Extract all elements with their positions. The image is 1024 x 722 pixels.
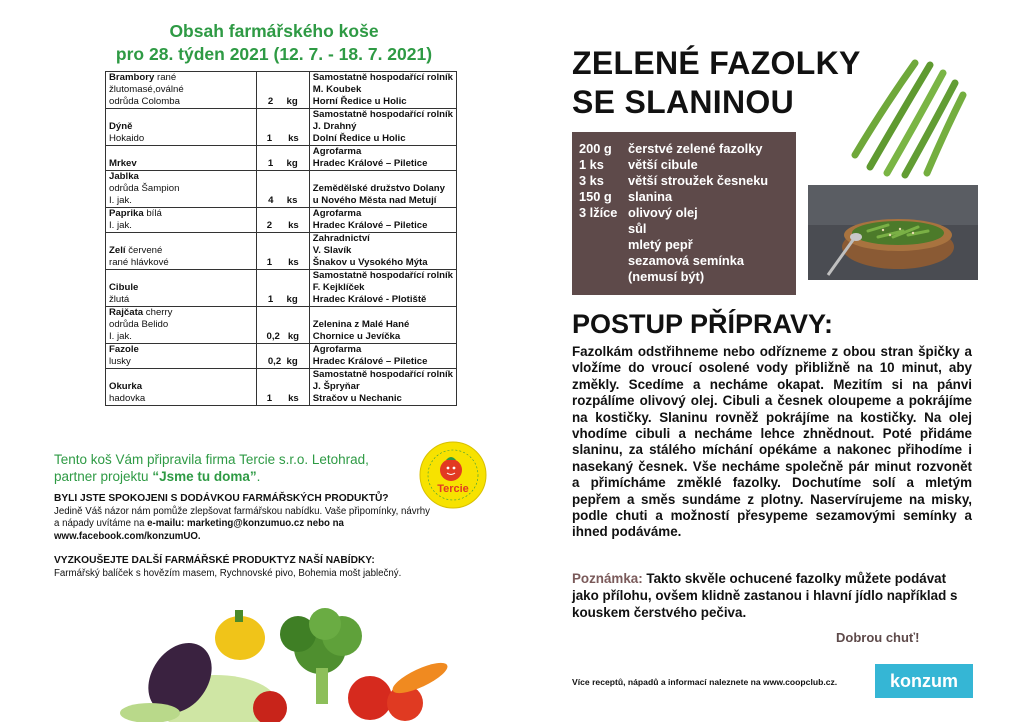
ingredient-row bbox=[572, 253, 796, 269]
producer-line: Horní Ředice u Holic bbox=[312, 96, 407, 107]
product-detail: I. jak. bbox=[109, 195, 132, 206]
product-cell bbox=[106, 72, 257, 109]
table-row bbox=[106, 233, 457, 270]
product-detail: I. jak. bbox=[109, 220, 132, 231]
product-cell bbox=[106, 109, 257, 146]
producer-cell bbox=[309, 109, 456, 146]
producer-line: Zemědělské družstvo Dolany bbox=[312, 183, 446, 194]
producer-cell bbox=[309, 233, 456, 270]
producer-line: Zelenina z Malé Hané bbox=[312, 319, 410, 330]
ingredient-quantity bbox=[572, 269, 628, 285]
ingredient-name: čerstvé zelené fazolky bbox=[628, 141, 763, 156]
product-cell bbox=[106, 146, 257, 171]
product-variety: rané bbox=[154, 72, 177, 83]
ingredient-name: (nemusí být) bbox=[628, 269, 705, 284]
note-text: Takto skvěle ochucené fazolky můžete podávat jako přílohu, ovšem klidně zastanou i hlavní jídlo například s kouskem čerstvého pečiva. bbox=[572, 571, 958, 620]
more-products-block bbox=[54, 555, 454, 580]
quantity-cell: 1 ks bbox=[256, 369, 309, 406]
producer-line: Chornice u Jevíčka bbox=[312, 331, 401, 342]
product-cell bbox=[106, 208, 257, 233]
quantity-cell: 1 kg bbox=[256, 146, 309, 171]
producer-cell bbox=[309, 171, 456, 208]
product-cell bbox=[106, 233, 257, 270]
producer-line: J. Drahný bbox=[312, 121, 357, 132]
ingredient-name: větší stroužek česneku bbox=[628, 173, 769, 188]
ingredient-quantity: 150 g bbox=[579, 189, 612, 204]
sponsor-text bbox=[54, 451, 419, 485]
ingredient-name: sůl bbox=[628, 221, 647, 236]
ingredient-quantity: 3 ks bbox=[579, 173, 604, 188]
basket-title-line-1: Obsah farmářského koše bbox=[169, 21, 379, 41]
producer-cell bbox=[309, 208, 456, 233]
more-products-text: Farmářský balíček s hovězím masem, Rychnovské pivo, Bohemia mošt jablečný. bbox=[54, 567, 402, 579]
product-cell bbox=[106, 307, 257, 344]
quantity-cell: 1 kg bbox=[256, 270, 309, 307]
dish-photo bbox=[808, 185, 978, 280]
basket-contents-table bbox=[105, 71, 457, 406]
product-cell bbox=[106, 270, 257, 307]
product-detail: I. jak. bbox=[109, 331, 132, 342]
product-name: Zelí bbox=[109, 245, 126, 256]
ingredient-quantity: 3 lžíce bbox=[579, 205, 618, 220]
producer-line: Hradec Králové – Piletice bbox=[312, 356, 428, 367]
table-row bbox=[106, 369, 457, 406]
producer-line: Hradec Králové - Plotiště bbox=[312, 294, 427, 305]
ingredient-row bbox=[572, 141, 796, 157]
ingredients-box bbox=[572, 132, 796, 295]
sponsor-line-2: partner projektu “Jsme tu doma”. bbox=[54, 469, 261, 484]
producer-line: Hradec Králové – Piletice bbox=[312, 220, 428, 231]
ingredient-row bbox=[572, 269, 796, 285]
product-variety: bílá bbox=[143, 208, 162, 219]
product-detail: žlutomasé,oválné bbox=[109, 84, 184, 95]
table-row bbox=[106, 344, 457, 369]
quantity-cell: 1 ks bbox=[256, 233, 309, 270]
feedback-heading: BYLI JSTE SPOKOJENI S DODÁVKOU FARMÁŘSKÝCH PRODUKTŮ? bbox=[54, 493, 389, 504]
ingredient-quantity bbox=[572, 221, 628, 237]
ingredient-name: slanina bbox=[628, 189, 673, 204]
product-cell bbox=[106, 369, 257, 406]
producer-line: Šnakov u Vysokého Mýta bbox=[312, 257, 428, 268]
producer-line: Agrofarma bbox=[312, 208, 362, 219]
table-row bbox=[106, 270, 457, 307]
feedback-text-1: Jedině Váš názor nám pomůže zlepšovat farmářskou nabídku. Vaše připomínky, návrhy bbox=[54, 505, 431, 517]
product-name: Dýně bbox=[109, 121, 133, 132]
producer-line: Agrofarma bbox=[312, 344, 362, 355]
producer-line: Samostatně hospodařící rolník bbox=[312, 72, 453, 83]
green-beans-image bbox=[845, 55, 970, 180]
product-detail: odrůda Colomba bbox=[109, 96, 180, 107]
feedback-block bbox=[54, 493, 434, 543]
table-row bbox=[106, 146, 457, 171]
product-variety: cherry bbox=[143, 307, 173, 318]
ingredient-name: větší cibule bbox=[628, 157, 698, 172]
product-variety: červené bbox=[125, 245, 163, 256]
table-row bbox=[106, 109, 457, 146]
producer-cell bbox=[309, 344, 456, 369]
ingredient-quantity bbox=[572, 237, 628, 253]
ingredient-name: olivový olej bbox=[628, 205, 698, 220]
producer-cell bbox=[309, 146, 456, 171]
sponsor-line-1: Tento koš Vám připravila firma Tercie s.r.o. Letohrad, bbox=[54, 452, 369, 467]
product-name: Cibule bbox=[109, 282, 139, 293]
producer-line: J. Špryňar bbox=[312, 381, 360, 392]
producer-cell bbox=[309, 369, 456, 406]
ingredient-row bbox=[572, 173, 796, 189]
quantity-cell: 0,2 kg bbox=[256, 344, 309, 369]
table-row bbox=[106, 307, 457, 344]
product-name: Brambory bbox=[109, 72, 155, 83]
feedback-text-2: a nápady uvítáme na e-mailu: marketing@konzumuo.cz nebo na bbox=[54, 518, 344, 529]
producer-line: Zahradnictví bbox=[312, 233, 370, 244]
more-recipes-link-text: Více receptů, nápadů a informací naleznete na www.coopclub.cz. bbox=[572, 677, 838, 687]
note-label: Poznámka: bbox=[572, 571, 643, 586]
producer-line: Dolní Ředice u Holic bbox=[312, 133, 406, 144]
ingredient-row bbox=[572, 237, 796, 253]
ingredient-row bbox=[572, 157, 796, 173]
recipe-title-line-1: ZELENÉ FAZOLKY bbox=[572, 45, 861, 81]
producer-line: Samostatně hospodařící rolník bbox=[312, 369, 453, 380]
product-name: Rajčata bbox=[109, 307, 144, 318]
producer-cell bbox=[309, 307, 456, 344]
note bbox=[572, 571, 972, 621]
vegetables-image bbox=[120, 598, 450, 722]
table-row bbox=[106, 208, 457, 233]
producer-line: Samostatně hospodařící rolník bbox=[312, 270, 453, 281]
product-detail: lusky bbox=[109, 356, 131, 367]
producer-line: Hradec Králové – Piletice bbox=[312, 158, 428, 169]
producer-line: Samostatně hospodařící rolník bbox=[312, 109, 453, 120]
ingredient-quantity bbox=[572, 253, 628, 269]
table-row bbox=[106, 72, 457, 109]
ingredient-row bbox=[572, 189, 796, 205]
quantity-cell: 0,2 kg bbox=[256, 307, 309, 344]
ingredient-name: sezamová semínka bbox=[628, 253, 744, 268]
product-detail: rané hlávkové bbox=[109, 257, 169, 268]
product-detail: hadovka bbox=[109, 393, 146, 404]
quantity-cell: 2 ks bbox=[256, 208, 309, 233]
more-products-heading: VYZKOUŠEJTE DALŠÍ FARMÁŘSKÉ PRODUKTYZ NAŠÍ NABÍDKY: bbox=[54, 555, 375, 566]
basket-title-line-2: pro 28. týden 2021 (12. 7. - 18. 7. 2021) bbox=[115, 44, 433, 64]
product-detail: žlutá bbox=[109, 294, 130, 305]
product-name: Jablka bbox=[109, 171, 139, 182]
product-name: Mrkev bbox=[109, 158, 137, 169]
producer-line: V. Slavík bbox=[312, 245, 352, 256]
quantity-cell: 1 ks bbox=[256, 109, 309, 146]
quantity-cell: 2 kg bbox=[256, 72, 309, 109]
logo-text: Tercie bbox=[437, 483, 469, 495]
ingredient-name: mletý pepř bbox=[628, 237, 693, 252]
table-row bbox=[106, 171, 457, 208]
quantity-cell: 4 ks bbox=[256, 171, 309, 208]
producer-line: Stračov u Nechanic bbox=[312, 393, 402, 404]
bon-appetit: Dobrou chuť! bbox=[836, 630, 920, 645]
product-name: Paprika bbox=[109, 208, 144, 219]
ingredient-row bbox=[572, 221, 796, 237]
procedure-heading: POSTUP PŘÍPRAVY: bbox=[572, 309, 834, 339]
procedure-text: Fazolkám odstřihneme nebo odřízneme z obou stran špičky a vložíme do vroucí osolené vody přibližně na 10 minut, aby změkly. Scedíme a necháme okapat. Mezitím si na pánvi rozpálíme olivový olej. Cibuli a česnek oloupeme a pokrájíme na kostičky. Slaninu rovněž pokrájíme na kostičky. Na olej vhodíme cibuli a necháme lehce zhnědnout. Poté přidáme slaninu, za stálého míchání opékáme a nakonec přihodíme i nasekaný česnek. Vše necháme společně pár minut rozvonět a přimícháme změklé fazolky. Dochutíme solí a mletým pepřem a směs sundáme z plotny. Naservírujeme na misky, podle chuti a možností přesypeme sezamovými semínky a ihned podáváme. bbox=[572, 344, 972, 540]
producer-line: M. Koubek bbox=[312, 84, 362, 95]
producer-cell bbox=[309, 72, 456, 109]
producer-cell bbox=[309, 270, 456, 307]
ingredient-row bbox=[572, 205, 796, 221]
product-detail: odrůda Šampion bbox=[109, 183, 180, 194]
product-name: Fazole bbox=[109, 344, 139, 355]
ingredient-quantity: 200 g bbox=[579, 141, 612, 156]
producer-line: Agrofarma bbox=[312, 146, 362, 157]
recipe-title bbox=[572, 44, 861, 122]
product-cell bbox=[106, 344, 257, 369]
konzum-logo: konzum bbox=[875, 664, 973, 698]
product-detail: Hokaido bbox=[109, 133, 145, 144]
basket-title bbox=[0, 20, 548, 66]
product-name: Okurka bbox=[109, 381, 143, 392]
product-detail: odrůda Belido bbox=[109, 319, 169, 330]
feedback-text-3: www.facebook.com/konzumUO. bbox=[54, 530, 201, 542]
recipe-title-line-2: SE SLANINOU bbox=[572, 84, 794, 120]
product-cell bbox=[106, 171, 257, 208]
ingredient-quantity: 1 ks bbox=[579, 157, 604, 172]
producer-line: F. Kejklíček bbox=[312, 282, 365, 293]
producer-line: u Nového Města nad Metují bbox=[312, 195, 437, 206]
